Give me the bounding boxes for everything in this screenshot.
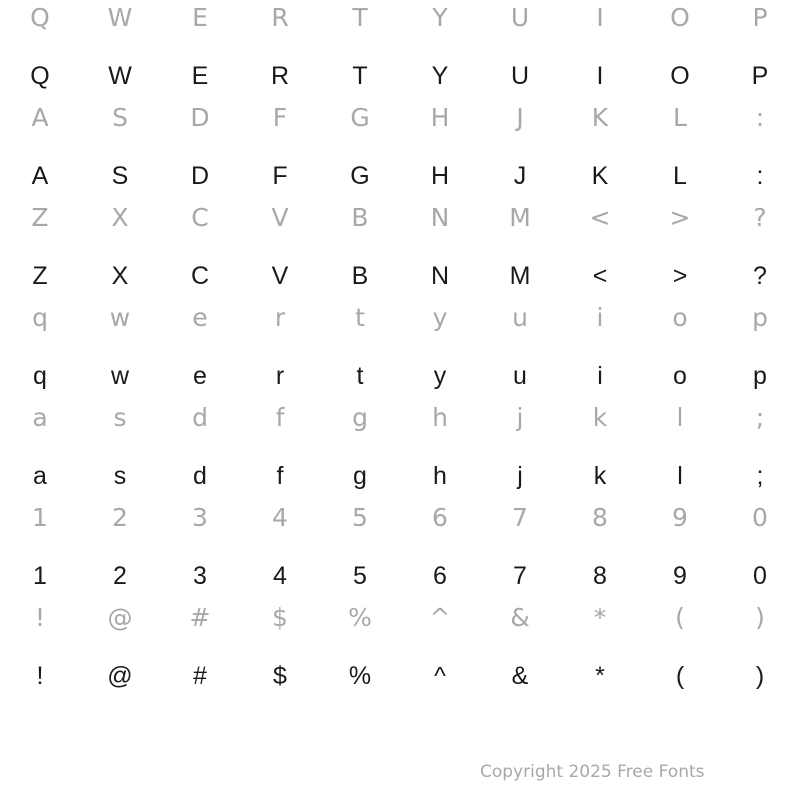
sample-glyph: B <box>351 262 369 290</box>
reference-glyph: N <box>430 203 450 232</box>
glyph-cell <box>480 600 560 700</box>
glyph-cell <box>320 600 400 700</box>
glyph-cell <box>0 0 80 100</box>
glyph-cell <box>320 0 400 100</box>
reference-glyph: 8 <box>592 503 608 532</box>
sample-glyph: X <box>111 262 129 290</box>
glyph-cell <box>80 600 160 700</box>
sample-glyph: N <box>430 262 450 290</box>
reference-glyph: D <box>190 103 210 132</box>
glyph-cell <box>720 400 800 500</box>
glyph-row <box>0 400 800 500</box>
reference-glyph: k <box>592 403 608 432</box>
reference-glyph: d <box>192 403 208 432</box>
reference-glyph: p <box>752 303 768 332</box>
glyph-cell <box>480 500 560 600</box>
reference-glyph: R <box>271 3 289 32</box>
copyright-text: Copyright 2025 Free Fonts <box>480 762 705 782</box>
glyph-row <box>0 100 800 200</box>
glyph-cell <box>240 500 320 600</box>
glyph-cell <box>400 300 480 400</box>
glyph-row <box>0 0 800 100</box>
reference-glyph: % <box>348 603 372 632</box>
reference-glyph: & <box>510 603 530 632</box>
glyph-cell <box>400 100 480 200</box>
glyph-cell <box>0 400 80 500</box>
reference-glyph: i <box>596 303 604 332</box>
sample-glyph: i <box>597 362 603 390</box>
glyph-cell <box>560 300 640 400</box>
glyph-cell <box>320 200 400 300</box>
reference-glyph: r <box>274 303 286 332</box>
reference-glyph: ( <box>675 603 685 632</box>
glyph-cell <box>400 0 480 100</box>
glyph-cell <box>160 300 240 400</box>
sample-glyph: g <box>353 462 367 490</box>
glyph-cell <box>240 300 320 400</box>
glyph-cell <box>240 0 320 100</box>
reference-glyph: a <box>32 403 48 432</box>
reference-glyph: H <box>430 103 450 132</box>
sample-glyph: T <box>352 62 368 90</box>
reference-glyph: F <box>272 103 288 132</box>
reference-glyph: w <box>109 303 131 332</box>
reference-glyph: A <box>31 103 49 132</box>
reference-glyph: f <box>275 403 285 432</box>
reference-glyph: K <box>591 103 609 132</box>
glyph-cell <box>720 200 800 300</box>
sample-glyph: Q <box>30 62 50 90</box>
sample-glyph: @ <box>107 662 133 690</box>
glyph-cell <box>400 200 480 300</box>
glyph-cell <box>720 300 800 400</box>
reference-glyph: Q <box>30 3 50 32</box>
reference-glyph: > <box>669 203 691 232</box>
sample-glyph: E <box>191 62 209 90</box>
glyph-cell <box>640 0 720 100</box>
reference-glyph: 6 <box>432 503 448 532</box>
sample-glyph: 1 <box>33 562 47 590</box>
sample-glyph: k <box>593 462 607 490</box>
sample-glyph: q <box>33 362 47 390</box>
glyph-cell <box>640 400 720 500</box>
glyph-cell <box>80 0 160 100</box>
sample-glyph: ( <box>675 662 685 690</box>
glyph-row <box>0 600 800 700</box>
sample-glyph: % <box>348 662 372 690</box>
glyph-cell <box>560 600 640 700</box>
glyph-cell <box>240 600 320 700</box>
reference-glyph: B <box>351 203 369 232</box>
sample-glyph: 5 <box>353 562 367 590</box>
reference-glyph: t <box>355 303 365 332</box>
glyph-cell <box>480 400 560 500</box>
sample-glyph: S <box>111 162 129 190</box>
glyph-cell <box>80 400 160 500</box>
sample-glyph: o <box>673 362 687 390</box>
glyph-cell <box>320 100 400 200</box>
sample-glyph: P <box>751 62 769 90</box>
glyph-cell <box>160 400 240 500</box>
glyph-cell <box>720 600 800 700</box>
glyph-cell <box>640 300 720 400</box>
glyph-cell <box>80 500 160 600</box>
glyph-row <box>0 300 800 400</box>
glyph-cell <box>480 200 560 300</box>
reference-glyph: 5 <box>352 503 368 532</box>
sample-glyph: w <box>110 362 130 390</box>
glyph-row <box>0 200 800 300</box>
glyph-cell <box>320 300 400 400</box>
sample-glyph: I <box>596 62 604 90</box>
sample-glyph: $ <box>273 662 287 690</box>
glyph-cell <box>400 600 480 700</box>
glyph-cell <box>720 100 800 200</box>
sample-glyph: A <box>31 162 49 190</box>
glyph-cell <box>480 0 560 100</box>
sample-glyph: a <box>33 462 47 490</box>
glyph-cell <box>640 500 720 600</box>
sample-glyph: D <box>190 162 210 190</box>
reference-glyph: * <box>593 603 607 632</box>
reference-glyph: g <box>352 403 368 432</box>
reference-glyph: E <box>192 3 208 32</box>
reference-glyph: l <box>676 403 684 432</box>
sample-glyph: # <box>193 662 207 690</box>
reference-glyph: Z <box>31 203 49 232</box>
sample-glyph: y <box>433 362 447 390</box>
sample-glyph: f <box>276 462 284 490</box>
reference-glyph: < <box>589 203 611 232</box>
glyph-cell <box>560 200 640 300</box>
sample-glyph: F <box>272 162 288 190</box>
glyph-cell <box>240 400 320 500</box>
reference-glyph: ^ <box>429 603 451 632</box>
glyph-cell <box>320 400 400 500</box>
sample-glyph: 2 <box>113 562 127 590</box>
sample-glyph: U <box>510 62 530 90</box>
sample-glyph: 4 <box>273 562 287 590</box>
sample-glyph: 7 <box>513 562 527 590</box>
glyph-cell <box>240 100 320 200</box>
reference-glyph: ) <box>755 603 765 632</box>
sample-glyph: d <box>193 462 207 490</box>
sample-glyph: < <box>592 262 608 290</box>
sample-glyph: t <box>356 362 364 390</box>
reference-glyph: 1 <box>32 503 48 532</box>
sample-glyph: 6 <box>433 562 447 590</box>
sample-glyph: j <box>517 462 523 490</box>
glyph-cell <box>0 600 80 700</box>
reference-glyph: 9 <box>672 503 688 532</box>
reference-glyph: L <box>673 103 687 132</box>
reference-glyph: W <box>107 3 133 32</box>
reference-glyph: u <box>512 303 528 332</box>
sample-glyph: e <box>193 362 207 390</box>
sample-glyph: C <box>190 262 210 290</box>
glyph-cell <box>480 300 560 400</box>
sample-glyph: L <box>673 162 687 190</box>
glyph-cell <box>80 200 160 300</box>
reference-glyph: e <box>192 303 208 332</box>
glyph-cell <box>80 100 160 200</box>
sample-glyph: ; <box>756 462 764 490</box>
reference-glyph: I <box>596 3 604 32</box>
glyph-cell <box>640 100 720 200</box>
glyph-cell <box>560 500 640 600</box>
reference-glyph: ; <box>755 403 765 432</box>
glyph-cell <box>160 200 240 300</box>
reference-glyph: S <box>112 103 128 132</box>
glyph-cell <box>0 500 80 600</box>
glyph-cell <box>240 200 320 300</box>
reference-glyph: T <box>352 3 368 32</box>
glyph-cell <box>80 300 160 400</box>
sample-glyph: J <box>513 162 527 190</box>
glyph-cell <box>560 100 640 200</box>
glyph-cell <box>400 500 480 600</box>
reference-glyph: $ <box>272 603 288 632</box>
sample-glyph: H <box>430 162 450 190</box>
sample-glyph: s <box>113 462 127 490</box>
glyph-cell <box>400 400 480 500</box>
reference-glyph: G <box>350 103 370 132</box>
glyph-cell <box>320 500 400 600</box>
glyph-cell <box>480 100 560 200</box>
reference-glyph: M <box>509 203 531 232</box>
glyph-row <box>0 500 800 600</box>
glyph-cell <box>160 500 240 600</box>
reference-glyph: C <box>191 203 209 232</box>
glyph-cell <box>640 200 720 300</box>
reference-glyph: 7 <box>512 503 528 532</box>
reference-glyph: U <box>510 3 530 32</box>
reference-glyph: ! <box>34 603 46 632</box>
glyph-cell <box>160 0 240 100</box>
sample-glyph: * <box>595 662 605 690</box>
reference-glyph: X <box>111 203 129 232</box>
reference-glyph: q <box>32 303 48 332</box>
reference-glyph: s <box>113 403 127 432</box>
sample-glyph: G <box>350 162 370 190</box>
reference-glyph: 3 <box>192 503 208 532</box>
glyph-cell <box>560 0 640 100</box>
reference-glyph: 0 <box>752 503 768 532</box>
reference-glyph: 2 <box>112 503 128 532</box>
sample-glyph: r <box>275 362 285 390</box>
sample-glyph: & <box>511 662 529 690</box>
sample-glyph: ) <box>755 662 765 690</box>
reference-glyph: J <box>516 103 524 132</box>
sample-glyph: K <box>591 162 609 190</box>
sample-glyph: Z <box>32 262 48 290</box>
sample-glyph: ^ <box>434 662 446 690</box>
sample-glyph: 8 <box>593 562 607 590</box>
reference-glyph: V <box>271 203 289 232</box>
sample-glyph: u <box>513 362 527 390</box>
sample-glyph: Y <box>431 62 449 90</box>
reference-glyph: h <box>432 403 448 432</box>
reference-glyph: o <box>672 303 688 332</box>
glyph-cell <box>0 300 80 400</box>
reference-glyph: y <box>432 303 448 332</box>
sample-glyph: 0 <box>753 562 767 590</box>
sample-glyph: 3 <box>193 562 207 590</box>
sample-glyph: ! <box>36 662 44 690</box>
glyph-cell <box>720 500 800 600</box>
reference-glyph: : <box>755 103 765 132</box>
glyph-cell <box>160 100 240 200</box>
sample-glyph: 9 <box>673 562 687 590</box>
sample-glyph: p <box>753 362 767 390</box>
glyph-cell <box>720 0 800 100</box>
glyph-cell <box>0 200 80 300</box>
sample-glyph: W <box>108 62 132 90</box>
glyph-cell <box>160 600 240 700</box>
sample-glyph: : <box>756 162 764 190</box>
glyph-cell <box>640 600 720 700</box>
glyph-cell <box>560 400 640 500</box>
sample-glyph: > <box>672 262 688 290</box>
glyph-cell <box>0 100 80 200</box>
reference-glyph: P <box>752 3 768 32</box>
reference-glyph: ? <box>753 203 767 232</box>
sample-glyph: ? <box>753 262 767 290</box>
sample-glyph: V <box>271 262 289 290</box>
sample-glyph: R <box>270 62 290 90</box>
reference-glyph: # <box>189 603 211 632</box>
reference-glyph: Y <box>432 3 448 32</box>
sample-glyph: l <box>677 462 683 490</box>
sample-glyph: O <box>670 62 690 90</box>
reference-glyph: j <box>516 403 524 432</box>
reference-glyph: 4 <box>272 503 288 532</box>
reference-glyph: O <box>670 3 690 32</box>
sample-glyph: M <box>509 262 531 290</box>
sample-glyph: h <box>433 462 447 490</box>
reference-glyph: @ <box>107 603 133 632</box>
